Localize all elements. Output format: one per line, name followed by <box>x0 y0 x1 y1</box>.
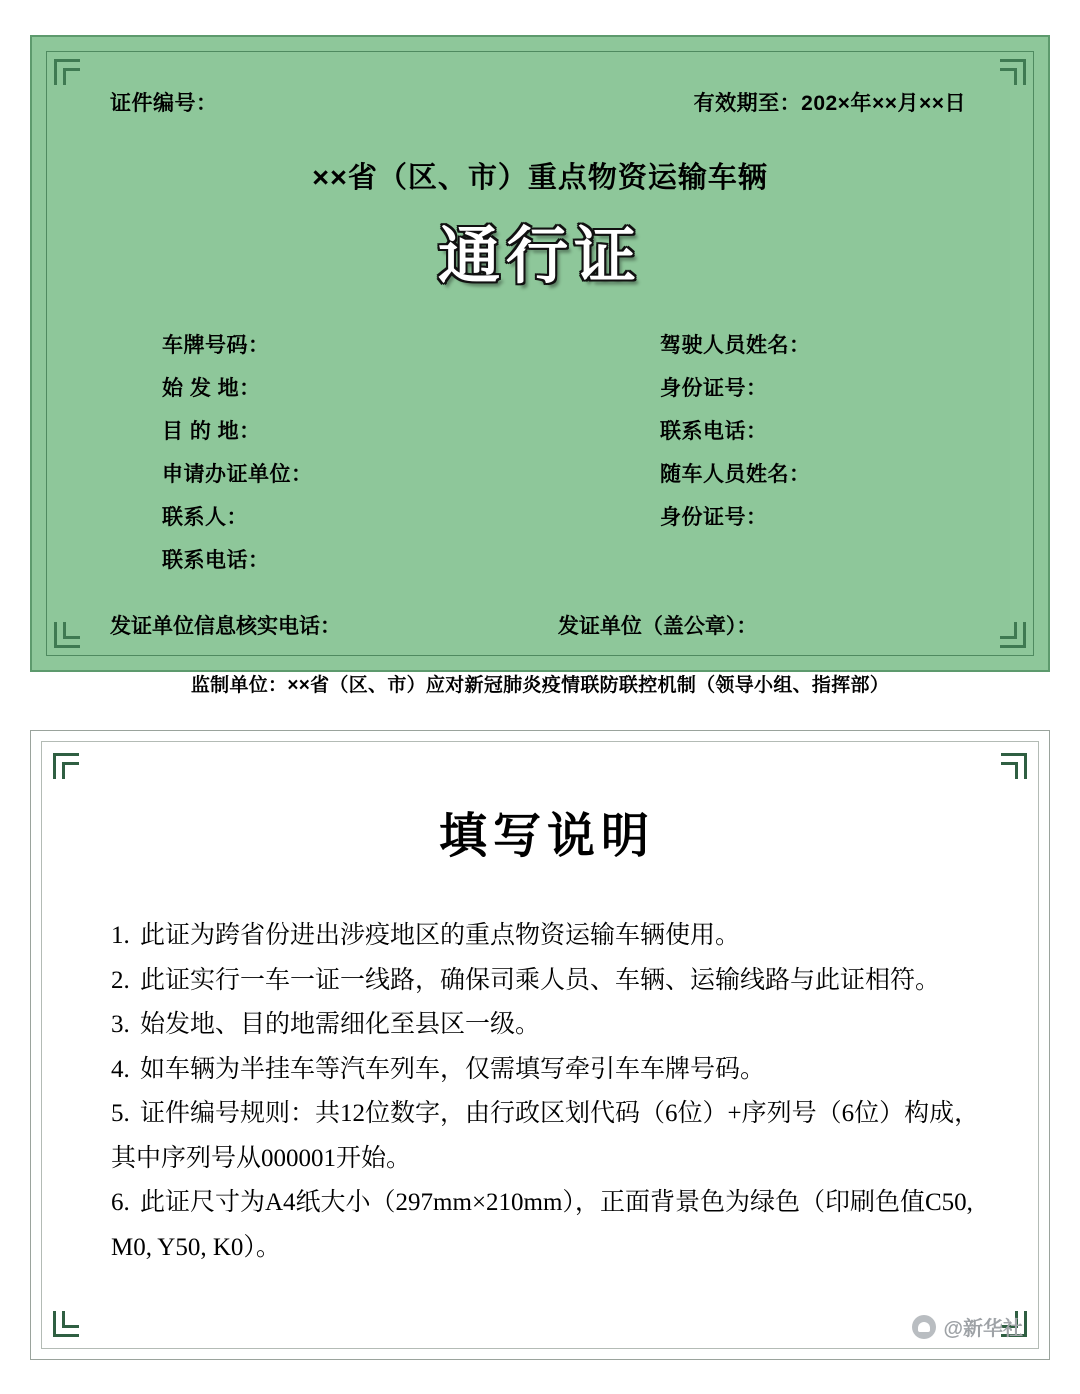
card-header-row <box>92 87 988 117</box>
instructions-card <box>30 730 1050 1360</box>
issuer-row <box>92 610 988 640</box>
field-label-plate-number: 车牌号码： <box>162 334 270 357</box>
list-item-number: 2. <box>111 966 130 994</box>
field-label-origin: 始 发 地： <box>162 377 261 400</box>
corner-ornament-top-right <box>1000 59 1026 85</box>
list-item <box>111 959 993 1004</box>
field-label-contact-phone: 联系电话： <box>162 549 270 572</box>
field-label-passenger-name: 随车人员姓名： <box>660 463 811 486</box>
transport-pass-card <box>30 35 1050 696</box>
list-item-text: 始发地、目的地需细化至县区一级。 <box>140 1011 541 1038</box>
field-label-contact-person: 联系人： <box>162 506 248 529</box>
list-item-text: 如车辆为半挂车等汽车列车，仅需填写牵引车车牌号码。 <box>140 1055 766 1083</box>
list-item <box>111 1092 993 1181</box>
field-label-driver-name: 驾驶人员姓名： <box>660 334 811 357</box>
note-corner-ornament-top-right <box>1001 753 1027 779</box>
list-item <box>111 1003 993 1048</box>
instructions-list <box>85 914 1009 1270</box>
list-item-text: 此证实行一车一证一线路，确保司乘人员、车辆、运输线路与此证相符。 <box>140 966 941 994</box>
field-label-driver-id: 身份证号： <box>660 377 768 400</box>
instructions-content <box>85 777 1009 1339</box>
corner-ornament-bottom-right <box>1000 622 1026 648</box>
field-label-destination: 目 的 地： <box>162 420 261 443</box>
list-item-number: 6. <box>111 1189 130 1216</box>
field-label-spacer <box>540 544 988 574</box>
watermark-text: @新华社 <box>943 1318 1023 1340</box>
list-item-number: 5. <box>111 1100 130 1127</box>
watermark <box>912 1312 1023 1341</box>
corner-ornament-bottom-left <box>54 622 80 648</box>
list-item-number: 1. <box>111 922 130 949</box>
issuer-verify-phone-label: 发证单位信息核实电话： <box>110 615 341 638</box>
card-field-grid <box>92 329 988 574</box>
card-content <box>92 87 988 696</box>
instructions-title: 填写说明 <box>438 810 655 863</box>
issuer-seal-label: 发证单位（盖公章）： <box>557 615 758 638</box>
corner-ornament-top-left <box>54 59 80 85</box>
list-item <box>111 1181 993 1270</box>
field-label-driver-phone: 联系电话： <box>660 420 768 443</box>
note-corner-ornament-bottom-left <box>53 1311 79 1337</box>
note-corner-ornament-top-left <box>53 753 79 779</box>
weibo-logo-icon <box>912 1315 936 1339</box>
card-subtitle: ××省（区、市）重点物资运输车辆 <box>312 162 768 194</box>
list-item <box>111 1048 993 1093</box>
supervisor-line: 监制单位：××省（区、市）应对新冠肺炎疫情联防联控机制（领导小组、指挥部） <box>190 675 890 696</box>
valid-until-label: 有效期至：202×年××月××日 <box>693 92 966 115</box>
list-item-text: 此证为跨省份进出涉疫地区的重点物资运输车辆使用。 <box>140 922 741 949</box>
list-item <box>111 914 993 959</box>
list-item-text: 证件编号规则：共12位数字，由行政区划代码（6位）+序列号（6位）构成，其中序列号从000001开始。 <box>111 1100 980 1172</box>
field-label-applicant-unit: 申请办证单位： <box>162 463 313 486</box>
cert-number-label: 证件编号： <box>110 92 218 115</box>
list-item-text: 此证尺寸为A4纸大小（297mm×210mm），正面背景色为绿色（印刷色值C50, M0, Y50, K0）。 <box>111 1189 973 1261</box>
list-item-number: 4. <box>111 1055 130 1083</box>
field-label-passenger-id: 身份证号： <box>660 506 768 529</box>
card-title: 通行证 <box>437 222 642 291</box>
list-item-number: 3. <box>111 1011 130 1038</box>
